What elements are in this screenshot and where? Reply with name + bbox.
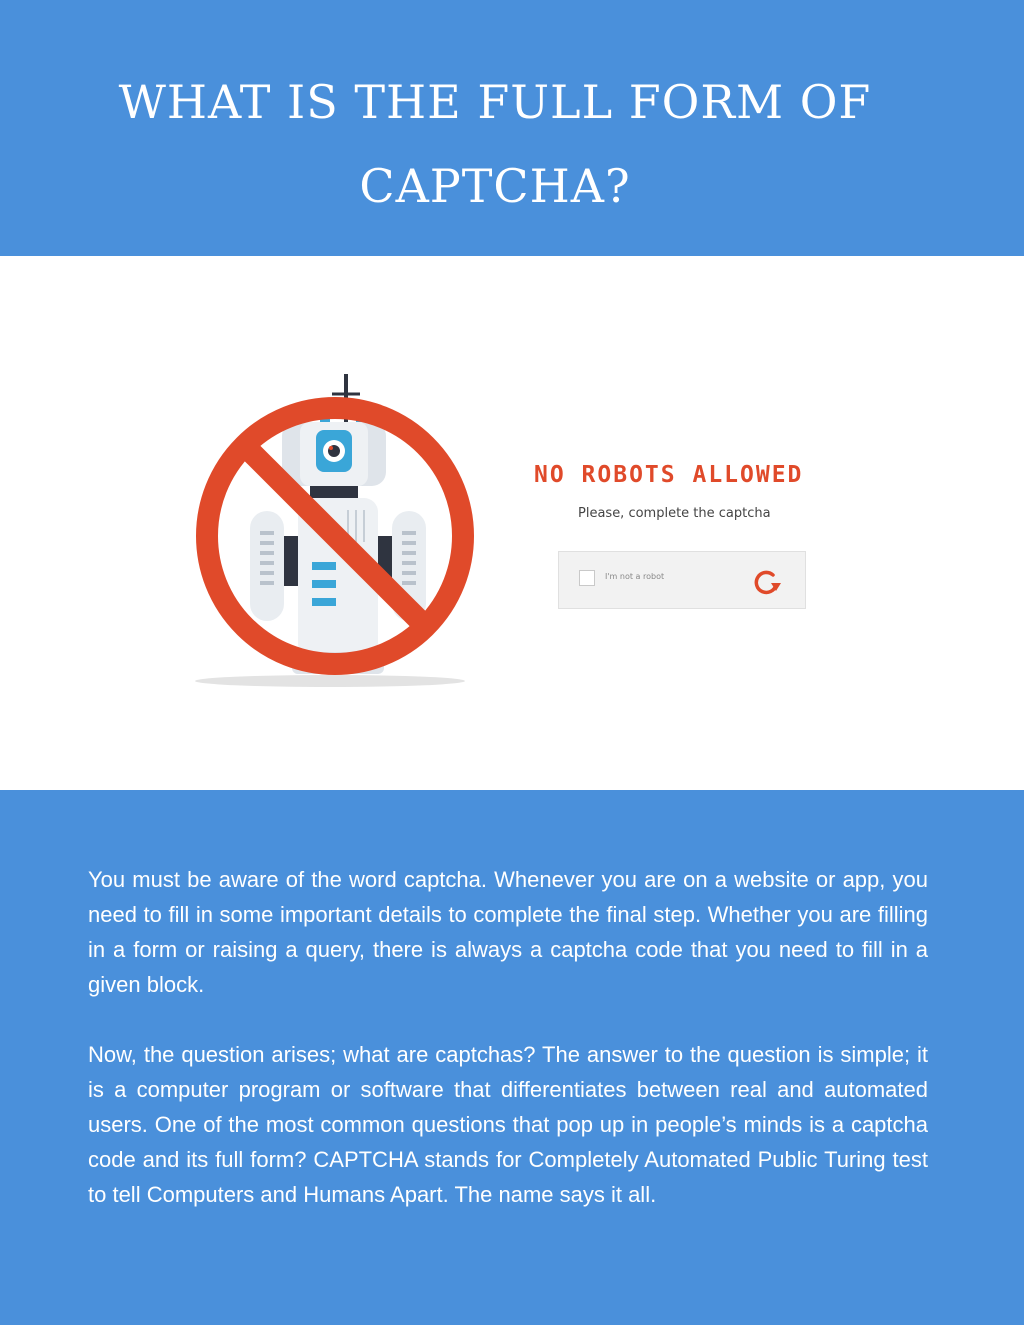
paragraph-definition: Now, the question arises; what are captchas? The answer to the question is simple; it is a computer program or software that differentiates between real and automated users. One of the most common questions that pop up in people’s minds is a captcha code and its full form? CAPTCHA stands for Completely Automated Public Turing test to tell Computers and Humans Apart. The name says it all. xyxy=(88,1042,928,1207)
not-robot-checkbox[interactable] xyxy=(579,570,595,586)
no-robots-heading: NO ROBOTS ALLOWED xyxy=(534,462,804,488)
checkbox-label: I'm not a robot xyxy=(605,572,665,581)
title-banner xyxy=(0,0,1024,256)
refresh-icon[interactable] xyxy=(749,566,785,596)
prohibited-robot-icon xyxy=(180,366,500,696)
body-section xyxy=(0,790,1024,1325)
paragraph-intro: You must be aware of the word captcha. Whenever you are on a website or app, you need to fill in some important details to complete the final step. Whether you are filling in a form or raising a query, there is always a captcha code that you need to fill in a given block. xyxy=(88,867,928,997)
captcha-panel xyxy=(520,456,840,626)
captcha-subheading: Please, complete the captcha xyxy=(578,506,771,521)
page-title: WHAT IS THE FULL FORM OF CAPTCHA? xyxy=(118,75,872,213)
illustration-section xyxy=(0,256,1024,790)
captcha-widget xyxy=(558,551,806,609)
